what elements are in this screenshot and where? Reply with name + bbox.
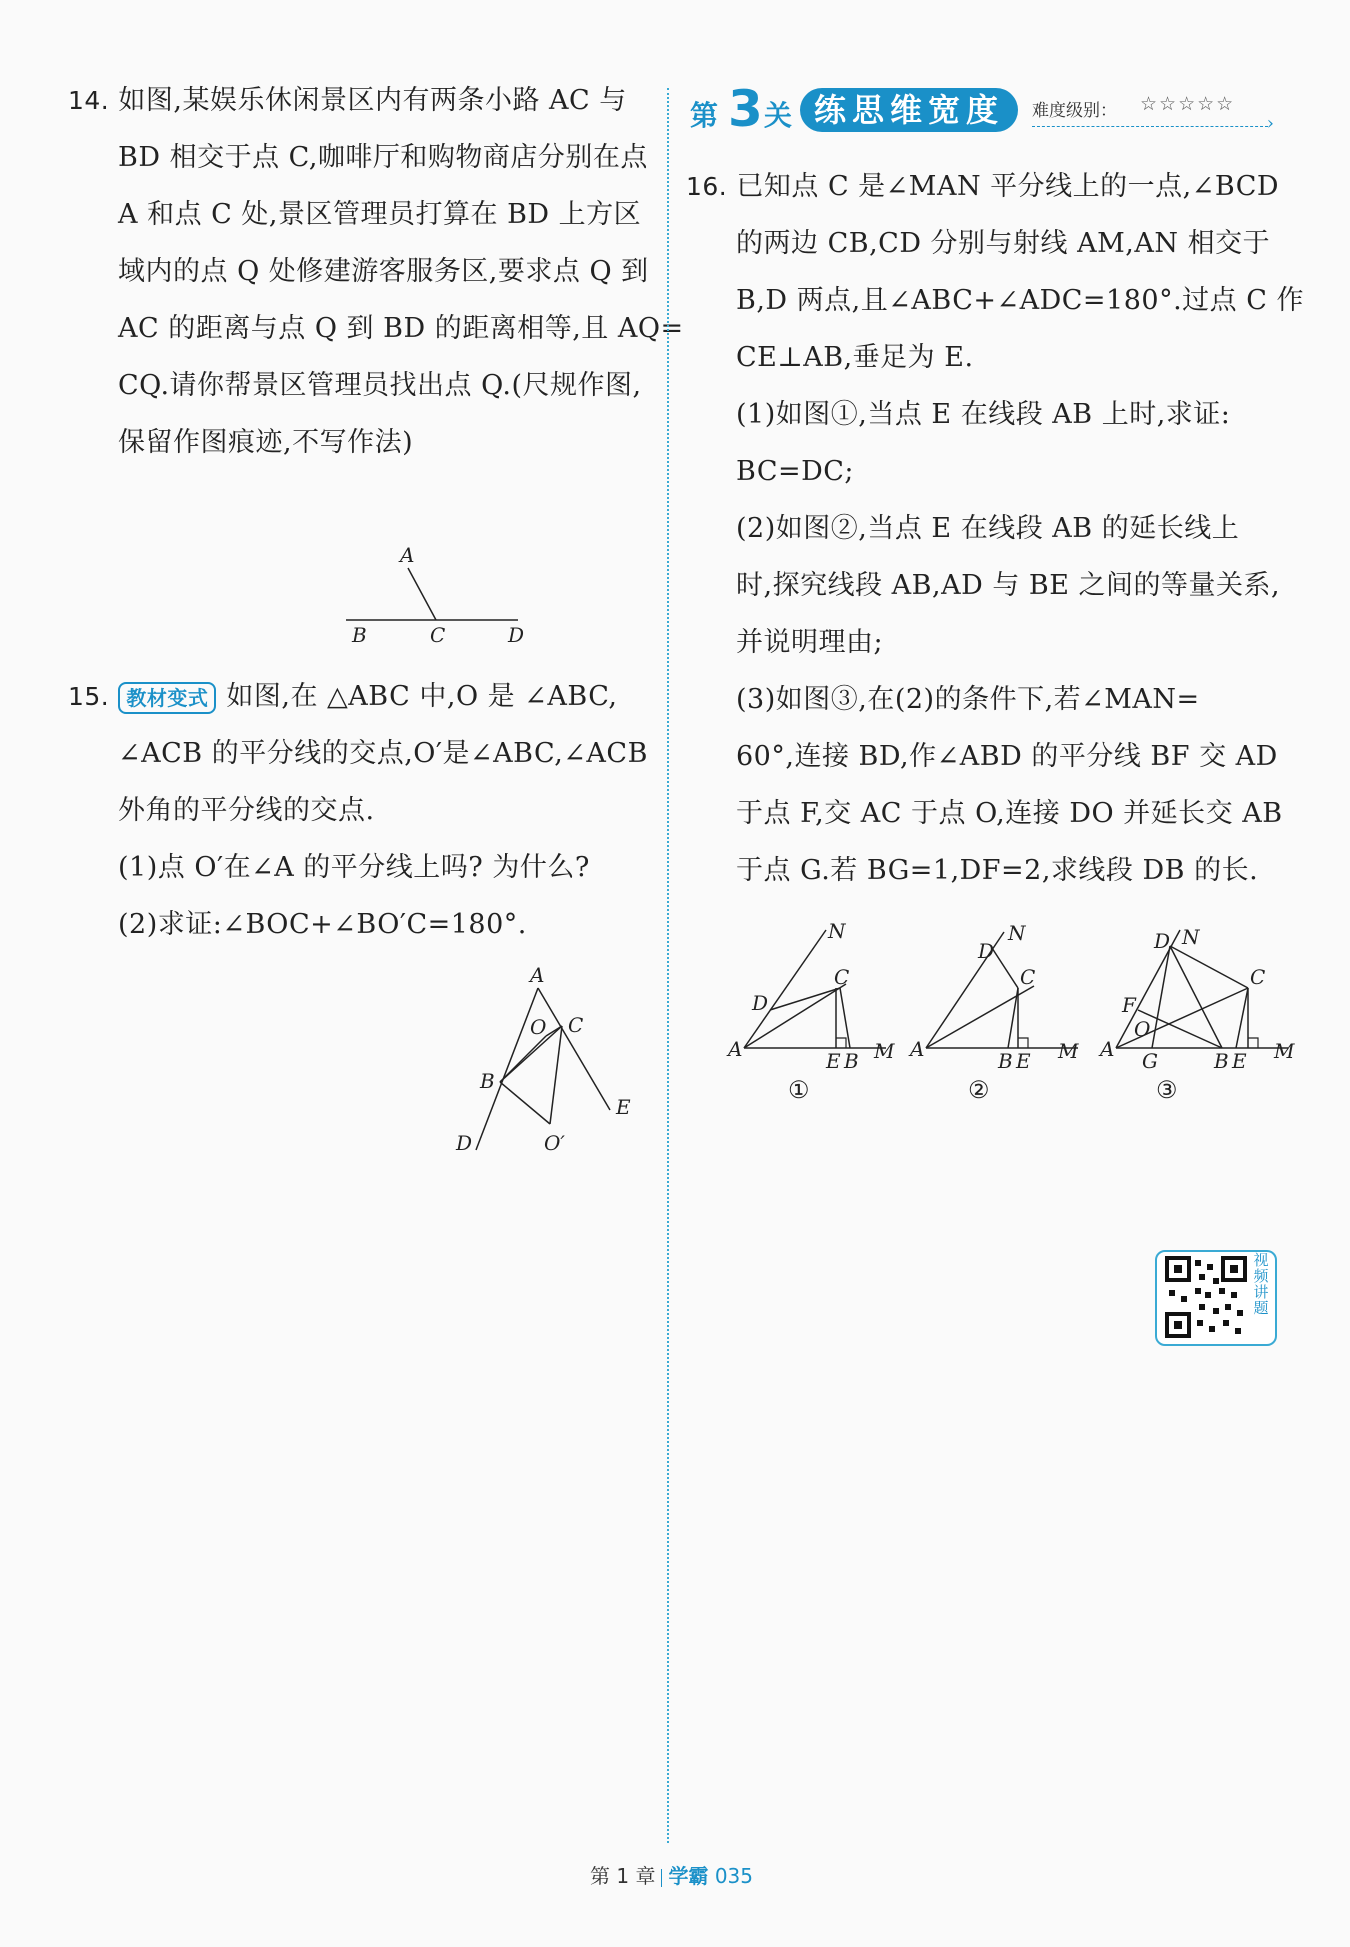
label-c: C <box>1250 965 1266 989</box>
label-a: A <box>1100 1037 1115 1061</box>
label-c: C <box>430 623 446 647</box>
q16-line: 60°,连接 BD,作∠ABD 的平分线 BF 交 AD <box>736 741 1278 772</box>
label-d: D <box>456 1131 473 1155</box>
label-m: M <box>874 1039 895 1063</box>
q15-figure <box>450 960 670 1160</box>
q14-line: 域内的点 Q 处修建游客服务区,要求点 Q 到 <box>118 256 649 287</box>
q16-number: 16. <box>686 172 728 201</box>
q16-line: 于点 F,交 AC 于点 O,连接 DO 并延长交 AB <box>736 798 1283 829</box>
label-c: C <box>834 965 850 989</box>
q16-line: BC=DC; <box>736 456 855 487</box>
label-a: A <box>728 1037 743 1061</box>
header-arrow-line <box>1032 126 1268 127</box>
difficulty-label: 难度级别： <box>1032 101 1117 121</box>
qr-pattern-icon <box>1163 1254 1249 1340</box>
qr-side-label: 视频讲题 <box>1253 1251 1269 1317</box>
label-o-prime: O′ <box>544 1131 565 1155</box>
label-n: N <box>1182 925 1200 949</box>
line-ac-ext <box>538 988 610 1110</box>
q14-line: 保留作图痕迹,不写作法) <box>118 427 414 458</box>
page-footer <box>590 1860 753 1889</box>
header-prefix: 第 <box>690 99 719 132</box>
difficulty-stars: ☆☆☆☆☆ <box>1140 93 1236 115</box>
q16-line: (3)如图③,在(2)的条件下,若∠MAN= <box>736 684 1200 715</box>
label-b: B <box>844 1049 859 1073</box>
label-b: B <box>998 1049 1013 1073</box>
caption-1: ① <box>788 1076 810 1104</box>
q16-line: 的两边 CB,CD 分别与射线 AM,AN 相交于 <box>736 228 1271 259</box>
q16-line: CE⊥AB,垂足为 E. <box>736 342 974 373</box>
q15-line: (1)点 O′在∠A 的平分线上吗? 为什么? <box>118 852 590 883</box>
line-co-prime <box>550 1026 562 1124</box>
line-bo <box>500 1036 546 1082</box>
q14-line: 如图,某娱乐休闲景区内有两条小路 AC 与 <box>118 85 627 116</box>
question-16 <box>686 158 1304 899</box>
page-number: 035 <box>714 1864 753 1888</box>
q16-figure-1 <box>726 918 906 1108</box>
q16-line: 已知点 C 是∠MAN 平分线上的一点,∠BCD <box>736 171 1280 202</box>
q14-line: CQ.请你帮景区管理员找出点 Q.(尺规作图, <box>118 370 642 401</box>
question-15 <box>68 668 648 953</box>
header-level-number: 3 <box>728 80 763 138</box>
footer-chapter: 第 1 章 <box>590 1864 656 1888</box>
label-c: C <box>568 1013 584 1037</box>
line-oc <box>546 1026 562 1036</box>
q16-line: B,D 两点,且∠ABC+∠ADC=180°.过点 C 作 <box>736 285 1304 316</box>
q15-line: 如图,在 △ABC 中,O 是 ∠ABC, <box>226 681 618 712</box>
q14-number: 14. <box>68 86 110 115</box>
q16-line: 于点 G.若 BG=1,DF=2,求线段 DB 的长. <box>736 855 1259 886</box>
q15-line: 外角的平分线的交点. <box>118 795 375 826</box>
label-e: E <box>1016 1049 1031 1073</box>
label-e: E <box>616 1095 631 1119</box>
label-a: A <box>910 1037 925 1061</box>
q16-figure-2 <box>908 918 1088 1108</box>
label-e: E <box>1232 1049 1247 1073</box>
q15-line: (2)求证:∠BOC+∠BO′C=180°. <box>118 909 527 940</box>
footer-separator <box>661 1869 662 1887</box>
label-n: N <box>1008 921 1026 945</box>
question-14 <box>68 72 684 471</box>
label-d: D <box>1154 929 1171 953</box>
q14-line: A 和点 C 处,景区管理员打算在 BD 上方区 <box>118 199 642 230</box>
label-a: A <box>400 543 415 567</box>
caption-3: ③ <box>1156 1076 1178 1104</box>
label-b: B <box>480 1069 495 1093</box>
column-divider <box>667 88 669 1843</box>
q16-line: (2)如图②,当点 E 在线段 AB 的延长线上 <box>736 513 1240 544</box>
line-ac <box>408 568 436 620</box>
header-level-suffix: 关 <box>764 99 793 132</box>
q14-line: BD 相交于点 C,咖啡厅和购物商店分别在点 <box>118 142 648 173</box>
label-d: D <box>508 623 525 647</box>
q14-figure <box>268 540 568 650</box>
section-header <box>688 80 1268 138</box>
label-c: C <box>1020 965 1036 989</box>
label-a: A <box>530 963 545 987</box>
footer-brand: 学霸 <box>668 1864 709 1888</box>
label-m: M <box>1274 1039 1295 1063</box>
label-m: M <box>1058 1039 1079 1063</box>
q16-line: (1)如图①,当点 E 在线段 AB 上时,求证: <box>736 399 1231 430</box>
label-e: E <box>826 1049 841 1073</box>
label-n: N <box>828 919 846 943</box>
caption-2: ② <box>968 1076 990 1104</box>
label-d: D <box>978 939 995 963</box>
q15-tag: 教材变式 <box>118 682 216 714</box>
q16-figure-3 <box>1098 908 1298 1108</box>
line-bo-prime <box>500 1082 550 1124</box>
header-title: 练思维宽度 <box>800 88 1018 132</box>
q14-line: AC 的距离与点 Q 到 BD 的距离相等,且 AQ= <box>118 313 684 344</box>
label-o: O <box>530 1015 547 1039</box>
q15-number: 15. <box>68 682 110 711</box>
label-d: D <box>752 991 769 1015</box>
label-f: F <box>1122 993 1136 1017</box>
label-o: O <box>1134 1017 1151 1041</box>
label-b: B <box>1214 1049 1229 1073</box>
label-g: G <box>1142 1049 1158 1073</box>
label-b: B <box>352 623 367 647</box>
q15-line: ∠ACB 的平分线的交点,O′是∠ABC,∠ACB <box>118 738 648 769</box>
q16-line: 并说明理由; <box>736 627 884 658</box>
q16-line: 时,探究线段 AB,AD 与 BE 之间的等量关系, <box>736 570 1281 601</box>
